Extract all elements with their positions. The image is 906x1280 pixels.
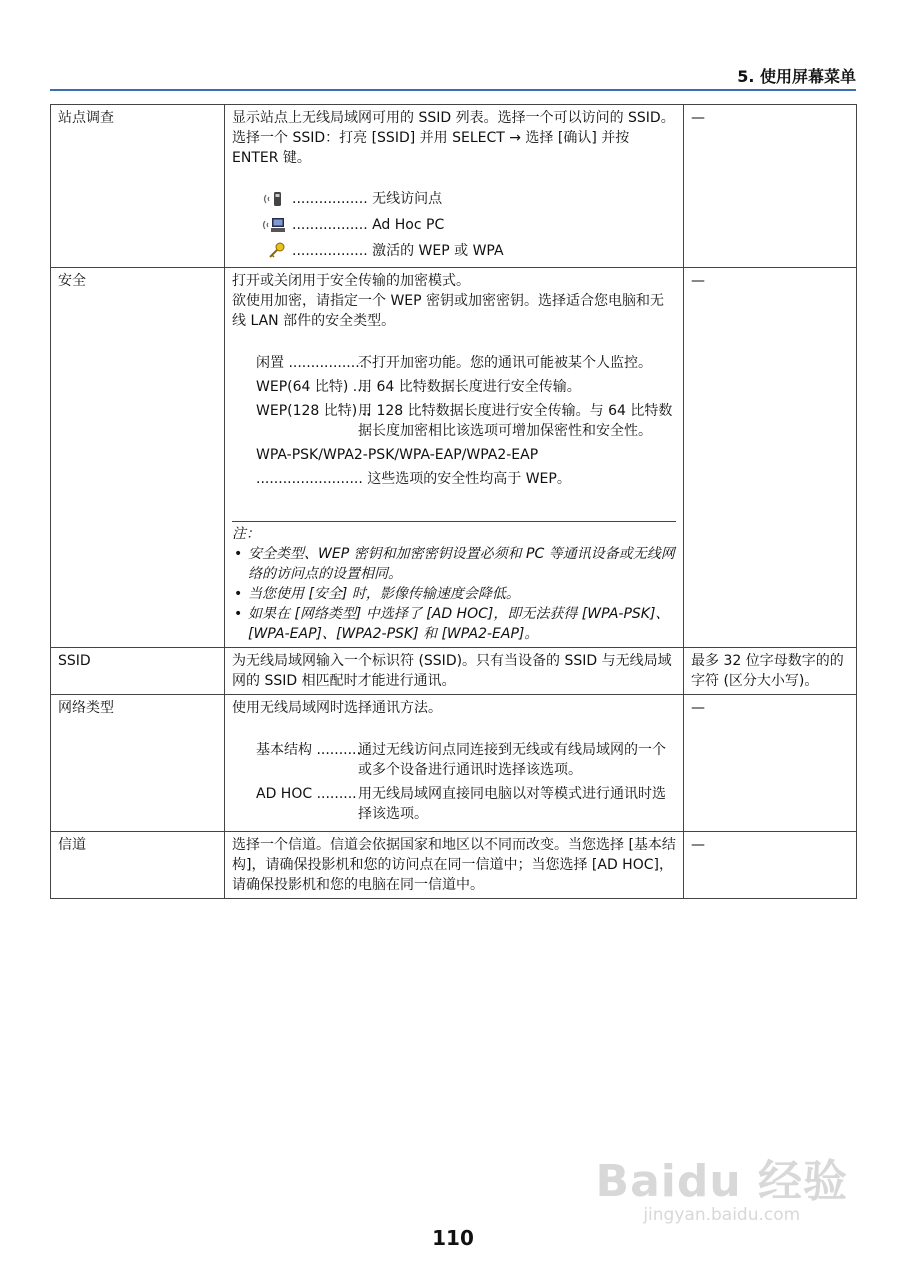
- option-item: [232, 784, 676, 824]
- table-row: [51, 268, 857, 648]
- watermark-url: jingyan.baidu.com: [643, 1205, 801, 1225]
- setting-range: —: [684, 832, 857, 899]
- watermark: [595, 1156, 848, 1226]
- watermark-brand: Baidu 经验: [595, 1156, 848, 1207]
- setting-range: 最多 32 位字母数字的的字符 (区分大小写)。: [684, 648, 857, 695]
- option-desc: 用无线局域网直接同电脑以对等模式进行通讯时选择该选项。: [358, 786, 666, 822]
- legend-text: ................. Ad Hoc PC: [292, 217, 445, 233]
- option-term: AD HOC .........: [256, 786, 357, 802]
- table-row: [51, 695, 857, 832]
- option-item: [232, 401, 676, 441]
- note-box: [232, 521, 676, 644]
- option-desc: 通过无线访问点同连接到无线或有线局域网的一个或多个设备进行通讯时选择该选项。: [358, 742, 666, 778]
- setting-name: 信道: [51, 832, 225, 899]
- description-text: 打开或关闭用于安全传输的加密模式。: [232, 273, 470, 289]
- description-text: 使用无线局域网时选择通讯方法。: [232, 700, 442, 716]
- key-icon: [260, 241, 288, 261]
- description-text: 显示站点上无线局域网可用的 SSID 列表。选择一个可以访问的 SSID。: [232, 110, 675, 126]
- setting-description: 选择一个信道。信道会依据国家和地区以不同而改变。当您选择 [基本结构]，请确保投影机和您的访问点在同一信道中；当您选择 [AD HOC]，请确保投影机和您的电脑在同一信道中。: [225, 832, 684, 899]
- wireless-access-point-icon: [260, 189, 288, 209]
- setting-name: SSID: [51, 648, 225, 695]
- option-desc: 用 64 比特数据长度进行安全传输。: [358, 379, 581, 395]
- setting-description: 为无线局域网输入一个标识符 (SSID)。只有当设备的 SSID 与无线局域网的 SSID 相匹配时才能进行通讯。: [225, 648, 684, 695]
- section-title: 5. 使用屏幕菜单: [737, 67, 856, 86]
- setting-name: 安全: [51, 268, 225, 648]
- legend-item: [232, 212, 676, 238]
- table-row: [51, 648, 857, 695]
- option-item: [232, 377, 676, 397]
- option-item: [232, 353, 676, 373]
- setting-range: —: [684, 105, 857, 268]
- option-term: 基本结构 ..........: [256, 742, 361, 758]
- legend-item: [232, 186, 676, 212]
- option-desc: ........................ 这些选项的安全性均高于 WEP。: [256, 471, 571, 487]
- description-text: 选择一个 SSID：打亮 [SSID] 并用 SELECT → 选择 [确认] 并按 ENTER 键。: [232, 130, 630, 166]
- settings-table: [50, 104, 857, 899]
- setting-description: [225, 268, 684, 648]
- option-desc: 用 128 比特数据长度进行安全传输。与 64 比特数据长度加密相比该选项可增加保密性和安全性。: [358, 403, 673, 439]
- setting-name: 网络类型: [51, 695, 225, 832]
- legend-item: [232, 238, 676, 264]
- note-item: • 当您使用 [安全] 时，影像传输速度会降低。: [232, 584, 676, 604]
- setting-range: —: [684, 268, 857, 648]
- setting-range: —: [684, 695, 857, 832]
- option-term: 闲置 .................: [256, 355, 365, 371]
- adhoc-pc-icon: [260, 215, 288, 235]
- setting-description: [225, 695, 684, 832]
- option-desc: 不打开加密功能。您的通讯可能被某个人监控。: [358, 355, 652, 371]
- setting-name: 站点调查: [51, 105, 225, 268]
- option-term: WPA-PSK/WPA2-PSK/WPA-EAP/WPA2-EAP: [256, 447, 539, 463]
- legend-text: ................. 激活的 WEP 或 WPA: [292, 243, 504, 259]
- description-text: 欲使用加密，请指定一个 WEP 密钥或加密密钥。选择适合您电脑和无线 LAN 部件的安全类型。: [232, 293, 665, 329]
- legend-text: ................. 无线访问点: [292, 191, 443, 207]
- option-item: [232, 740, 676, 780]
- setting-description: [225, 105, 684, 268]
- table-row: [51, 105, 857, 268]
- note-item: • 安全类型、WEP 密钥和加密密钥设置必须和 PC 等通讯设备或无线网络的访问点的设置相同。: [232, 544, 676, 584]
- page-number: 110: [432, 1226, 474, 1250]
- header-divider: [50, 89, 856, 91]
- note-label: 注：: [232, 526, 260, 542]
- note-item: • 如果在 [网络类型] 中选择了 [AD HOC]，即无法获得 [WPA-PSK]、[WPA-EAP]、[WPA2-PSK] 和 [WPA2-EAP]。: [232, 604, 676, 644]
- option-term: WEP(128 比特) ..: [256, 403, 371, 419]
- option-term: WEP(64 比特) ...: [256, 379, 367, 395]
- table-row: [51, 832, 857, 899]
